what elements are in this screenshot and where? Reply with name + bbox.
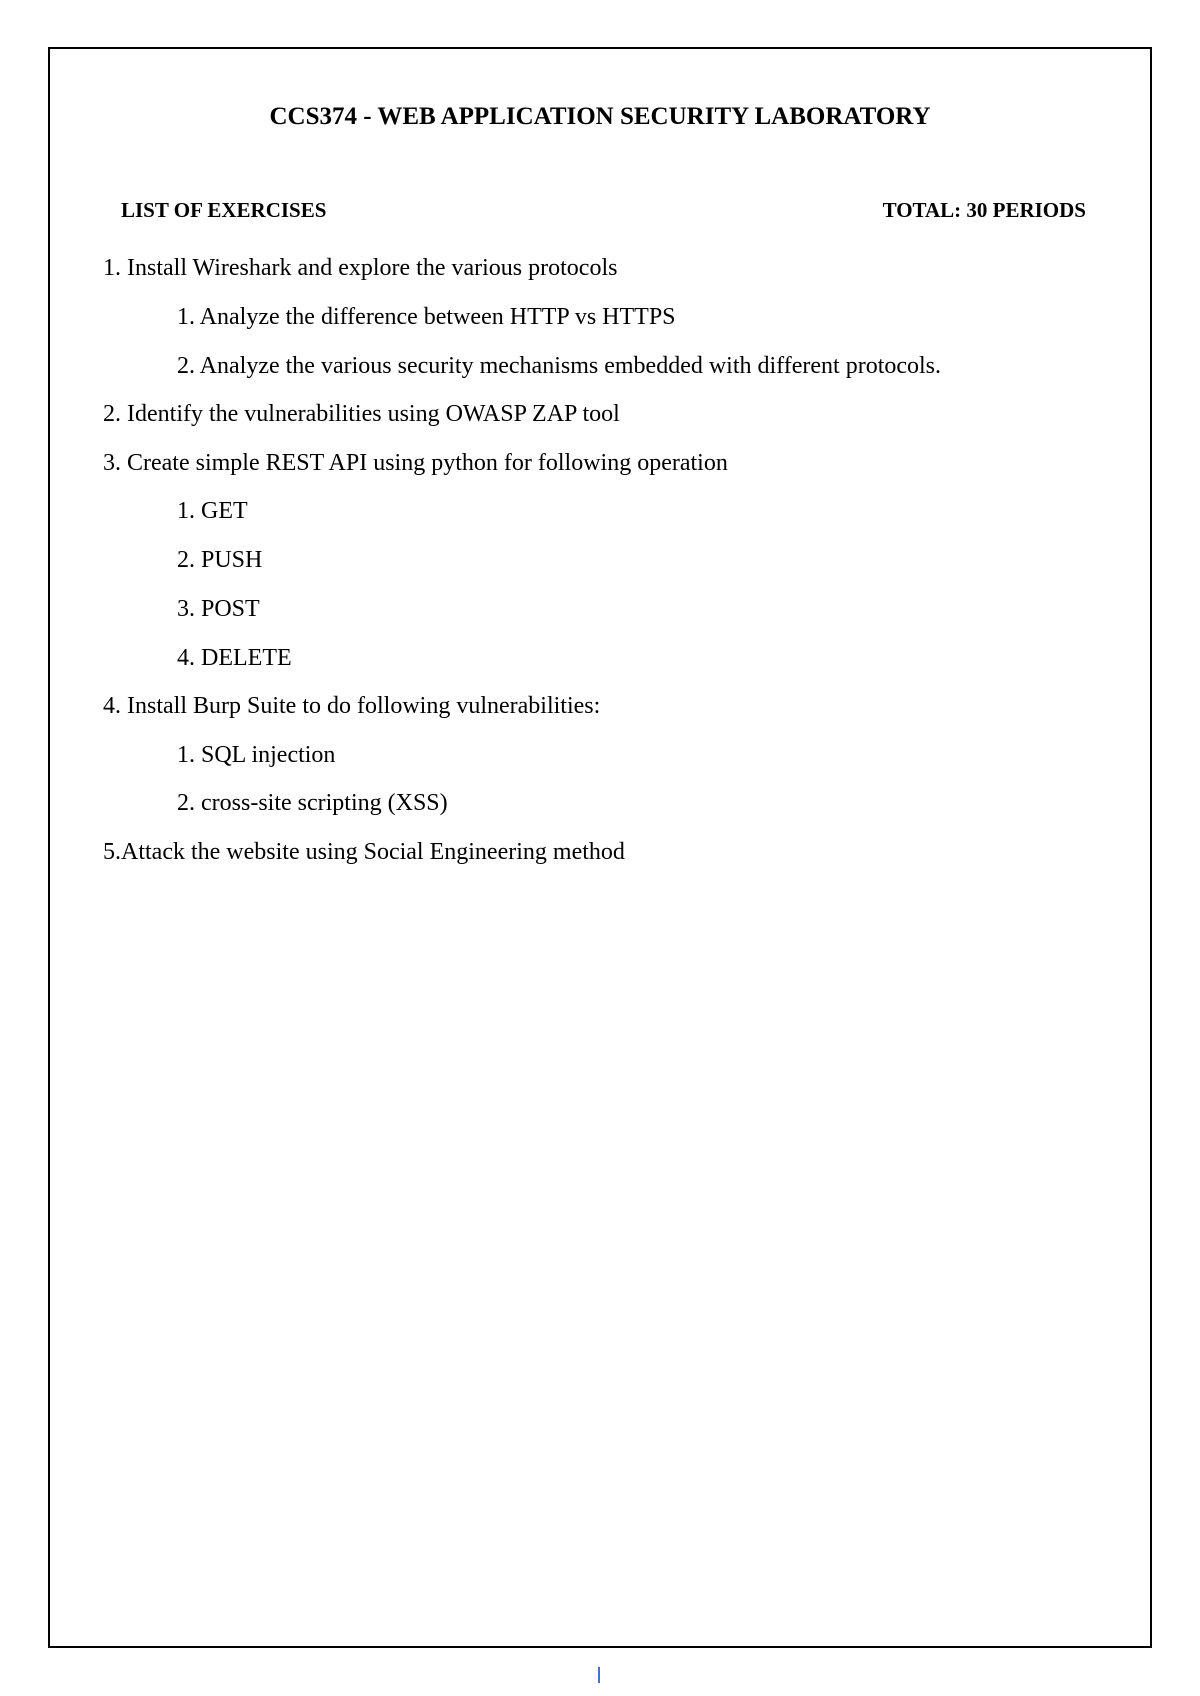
exercise-4-sub-2: 2. cross-site scripting (XSS) [177, 790, 448, 816]
exercise-4-sub-1: 1. SQL injection [177, 742, 336, 768]
exercise-3-sub-1: 1. GET [177, 498, 248, 524]
list-of-exercises-heading: LIST OF EXERCISES [121, 198, 327, 222]
exercise-3-sub-4: 4. DELETE [177, 645, 292, 671]
exercise-5: 5.Attack the website using Social Engineering method [103, 839, 625, 865]
exercise-4: 4. Install Burp Suite to do following vulnerabilities: [103, 693, 601, 719]
exercise-3: 3. Create simple REST API using python for following operation [103, 450, 728, 476]
exercise-3-sub-2: 2. PUSH [177, 547, 263, 573]
exercise-1: 1. Install Wireshark and explore the various protocols [103, 255, 618, 281]
exercise-3-sub-3: 3. POST [177, 596, 260, 622]
page-number-mark [598, 1667, 600, 1683]
exercise-2: 2. Identify the vulnerabilities using OWASP ZAP tool [103, 401, 620, 427]
total-periods-heading: TOTAL: 30 PERIODS [882, 198, 1086, 222]
exercise-1-sub-1: 1. Analyze the difference between HTTP vs HTTPS [177, 304, 676, 330]
document-title: CCS374 - WEB APPLICATION SECURITY LABORATORY [269, 103, 931, 130]
exercise-1-sub-2: 2. Analyze the various security mechanisms embedded with different protocols. [177, 353, 942, 379]
